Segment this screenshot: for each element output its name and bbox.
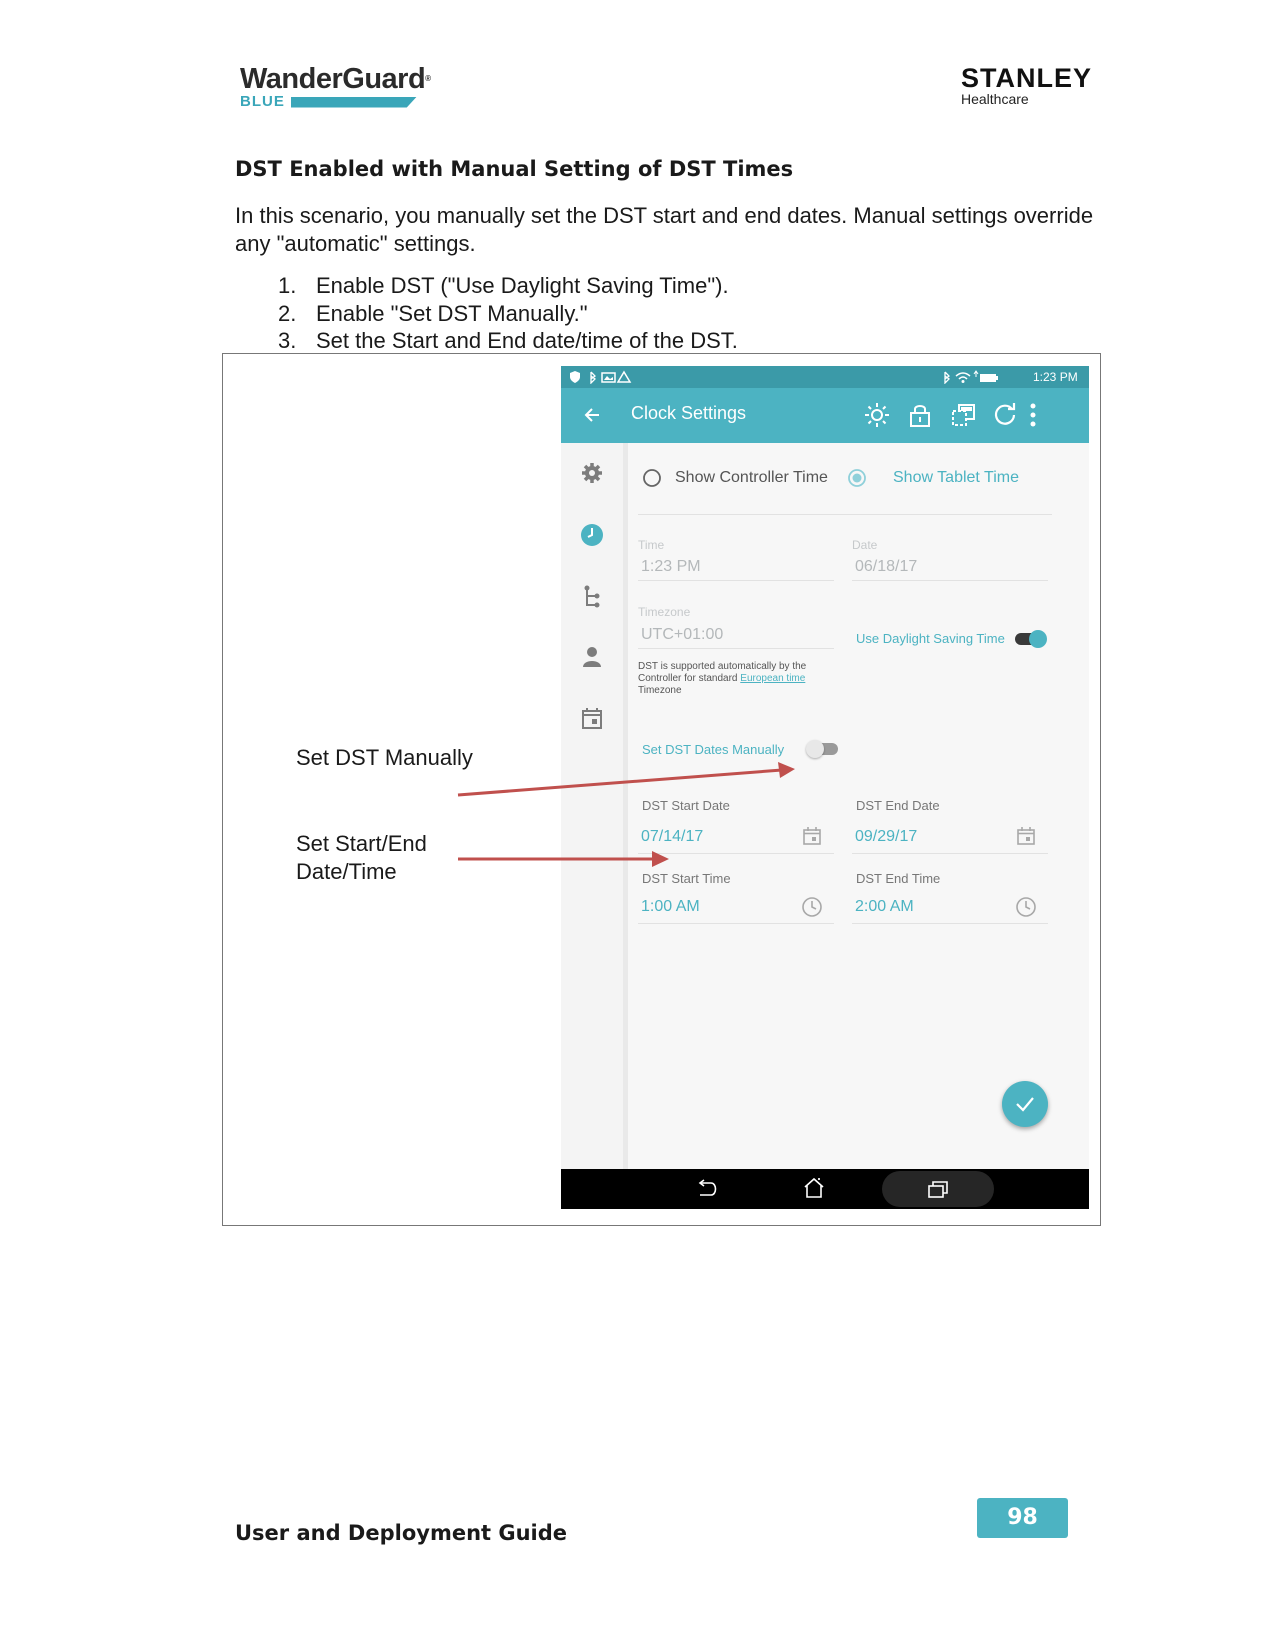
time-label: Time [638, 538, 665, 552]
page-number-badge: 98 [977, 1498, 1068, 1538]
arrowhead-1 [778, 762, 795, 778]
callout-set-dst-manually: Set DST Manually [296, 745, 473, 770]
dst-start-date-label: DST Start Date [642, 798, 730, 813]
set-dst-manually-label: Set DST Dates Manually [642, 742, 785, 757]
footer-title: User and Deployment Guide [235, 1521, 568, 1545]
list-item: 1. Enable DST ("Use Daylight Saving Time"). [278, 273, 729, 298]
stanley-logo-sub: Healthcare [961, 91, 1029, 107]
timezone-label: Timezone [638, 605, 691, 619]
app-title: Clock Settings [631, 403, 747, 423]
dst-note: DST is supported automatically by the Controller for standard European time Timezone [638, 661, 807, 696]
wanderguard-logo-word: WanderGuard® [240, 63, 431, 95]
dst-start-time-label: DST Start Time [642, 871, 731, 886]
callout-set-start-end: Set Start/End Date/Time [296, 831, 427, 884]
european-time-link[interactable]: European time [740, 673, 806, 684]
time-value: 1:23 PM [641, 558, 701, 575]
radio-tablet-label[interactable]: Show Tablet Time [893, 469, 1019, 486]
wanderguard-logo-sub: BLUE [240, 93, 285, 110]
use-dst-label: Use Daylight Saving Time [856, 631, 1005, 646]
date-label: Date [852, 538, 878, 552]
status-time: 1:23 PM [1033, 370, 1078, 384]
list-item: 2. Enable "Set DST Manually." [278, 300, 588, 326]
radio-controller-label[interactable]: Show Controller Time [675, 469, 828, 486]
dst-start-time-value[interactable]: 1:00 AM [641, 898, 700, 915]
dst-end-date-label: DST End Date [856, 798, 940, 813]
dst-start-date-value[interactable]: 07/14/17 [641, 828, 704, 845]
date-value: 06/18/17 [855, 558, 918, 575]
intro-paragraph: In this scenario, you manually set the DST start and end dates. Manual settings override any "automatic" settings. [235, 203, 1094, 256]
dst-end-time-label: DST End Time [856, 871, 941, 886]
timezone-value: UTC+01:00 [641, 626, 724, 643]
section-heading: DST Enabled with Manual Setting of DST Times [235, 157, 794, 181]
arrowhead-2 [652, 851, 669, 867]
arrow-set-dst-manually [458, 770, 782, 795]
stanley-logo-word: STANLEY [961, 63, 1093, 93]
dst-end-time-value[interactable]: 2:00 AM [855, 898, 914, 915]
dst-end-date-value[interactable]: 09/29/17 [855, 828, 918, 845]
list-item: 3. Set the Start and End date/time of the DST. [278, 328, 738, 353]
